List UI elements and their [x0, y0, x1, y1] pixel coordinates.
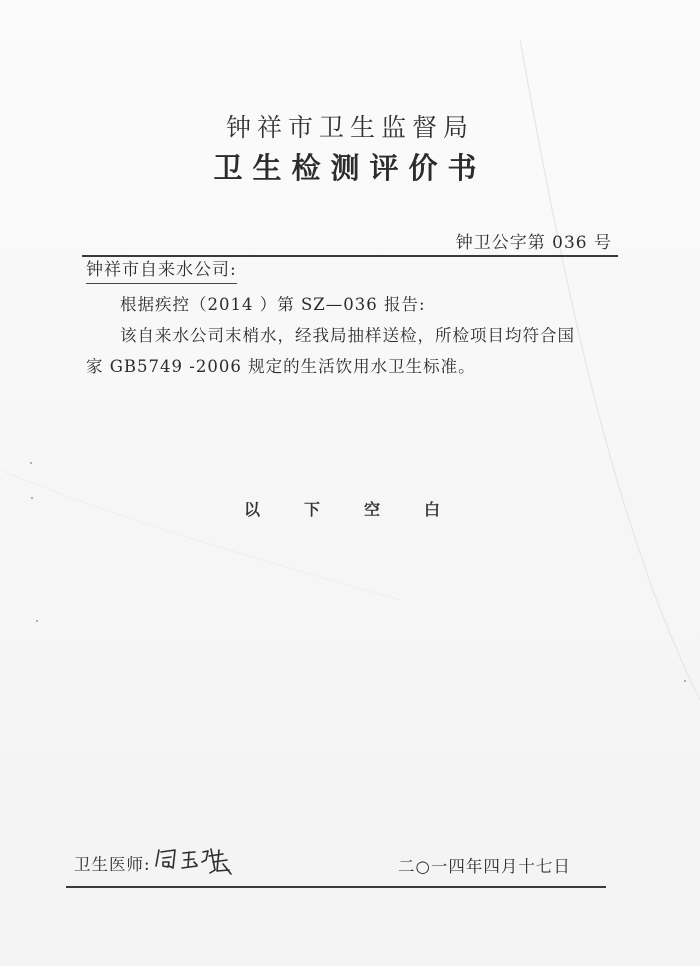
header-rule — [82, 255, 618, 257]
bureau-title: 钟祥市卫生监督局 — [225, 113, 474, 142]
body-text-line-2: 家 GB5749 -2006 规定的生活饮用水卫生标准。 — [86, 357, 476, 376]
addressee: 钟祥市自来水公司: — [86, 258, 237, 284]
scan-speck — [30, 462, 32, 464]
issue-date: 二○一四年四月十七日 — [398, 857, 571, 876]
blank-below-notice: 以下空白 — [243, 500, 484, 519]
footer-rule — [66, 886, 606, 888]
document-number: 钟卫公字第 036 号 — [455, 233, 612, 253]
document-title: 卫生检测评价书 — [213, 151, 487, 185]
physician-signature — [153, 840, 235, 880]
body-text-line-1: 该自来水公司末梢水，经我局抽样送检，所检项目均符合国 — [120, 326, 575, 345]
scan-speck — [31, 497, 33, 499]
physician-label: 卫生医师: — [74, 855, 151, 874]
report-reference: 根据疾控（2014 ）第 SZ—036 报告: — [120, 295, 426, 314]
scan-speck — [36, 620, 38, 622]
scan-speck — [684, 680, 686, 682]
